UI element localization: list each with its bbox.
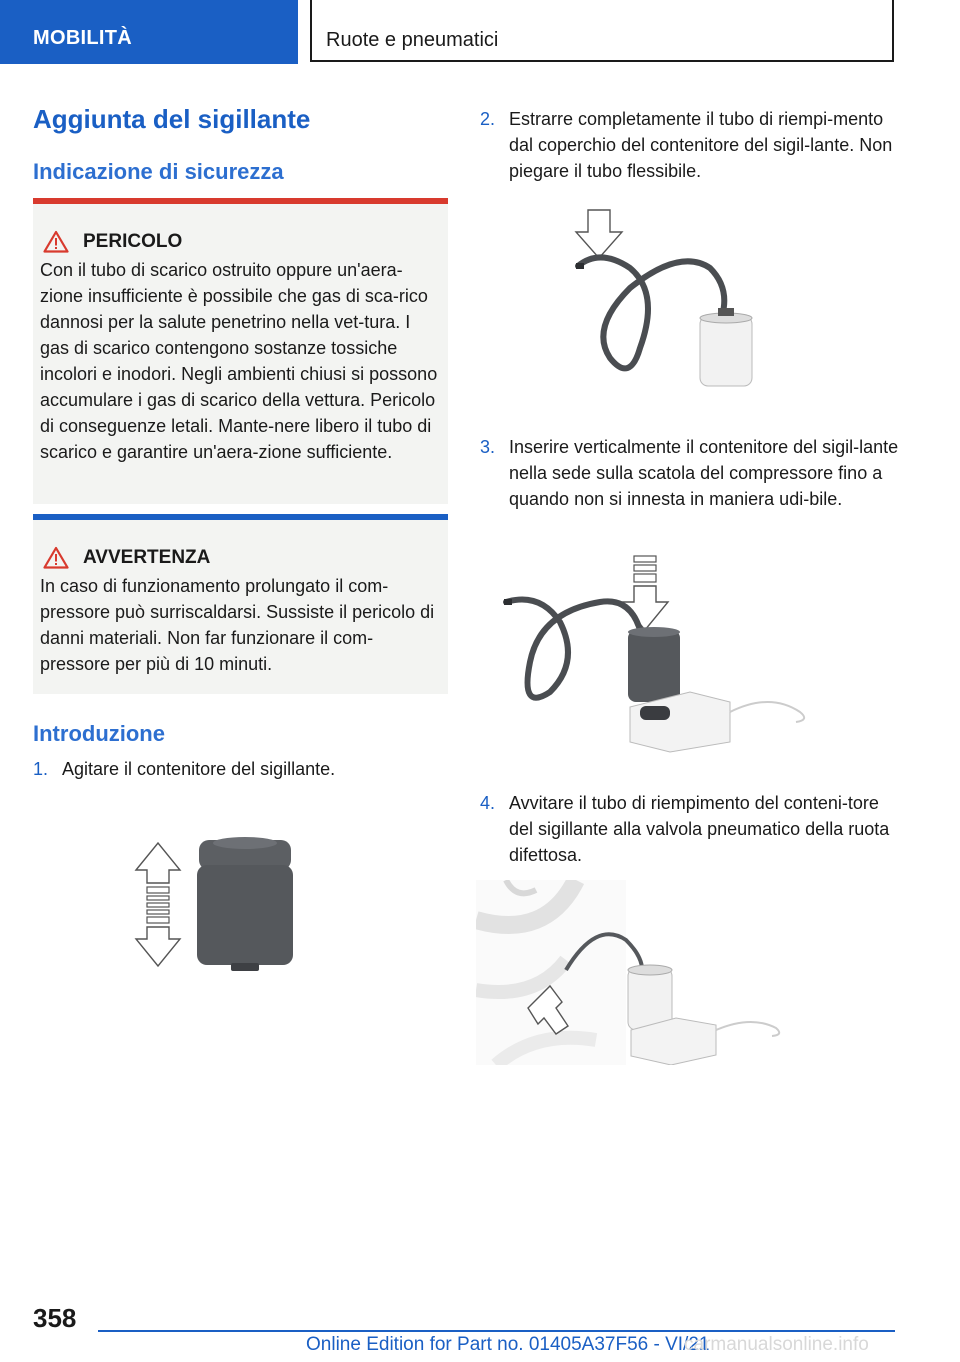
danger-text: Con il tubo di scarico ostruito oppure un'aera-zione insufficiente è possibile che gas di sca-rico dannosi per la salute penetrino nella vet-tura. I gas di scarico contengono sostanze tossiche incolori e inodori. Negli ambienti chiusi si possono accumulare i gas di scarico della vettura. Pericolo di conseguenze letali. Mante-nere libero il tubo di scarico e garantire un'aera-zione sufficiente. [40, 260, 438, 462]
edition-note: Online Edition for Part no. 01405A37F56 - VI/21 [306, 1334, 710, 1355]
step-number: 4. [480, 793, 496, 813]
section-label: MOBILITÀ [33, 27, 133, 49]
step-text: Avvitare il tubo di riempimento del conteni-tore del sigillante alla valvola pneumatico della ruota difettosa. [509, 793, 890, 865]
section-tab [0, 0, 298, 64]
chapter-tab [310, 0, 894, 62]
connect-hose-to-valve-illustration [476, 880, 786, 1065]
danger-title: PERICOLO [83, 230, 183, 252]
insert-container-illustration [500, 552, 820, 757]
step-number: 2. [480, 109, 496, 129]
step-3 [480, 434, 900, 512]
caution-text: In caso di funzionamento prolungato il com-pressore può surriscaldarsi. Sussiste il pericolo di danni materiali. Non far funzionare il com-pressore per più di 10 minuti. [40, 576, 435, 674]
step-text: Agitare il contenitore del sigillante. [62, 759, 336, 779]
caution-title: AVVERTENZA [83, 546, 211, 568]
step-4 [480, 790, 900, 868]
step-2 [480, 106, 900, 184]
warning-triangle-icon [43, 546, 69, 569]
page-title: Aggiunta del sigillante [33, 104, 311, 134]
warning-triangle-icon [43, 230, 69, 253]
danger-box [33, 198, 448, 504]
step-1 [33, 756, 448, 782]
shake-sealant-illustration [133, 835, 333, 980]
step-number: 3. [480, 437, 496, 457]
footer-rule [98, 1330, 895, 1332]
watermark: carmanualsonline.info [684, 1334, 869, 1355]
caution-box [33, 514, 448, 694]
intro-heading: Introduzione [33, 721, 165, 746]
step-text: Estrarre completamente il tubo di riempi-mento dal coperchio del contenitore del sigil-lante. Non piegare il tubo flessibile. [509, 109, 893, 181]
step-text: Inserire verticalmente il contenitore del sigil-lante nella sede sulla scatola del compressore fino a quando non si innesta in maniera udi-bile. [509, 437, 899, 509]
safety-heading: Indicazione di sicurezza [33, 159, 284, 184]
page-number: 358 [33, 1303, 77, 1333]
chapter-label: Ruote e pneumatici [326, 29, 499, 51]
hose-extraction-illustration [570, 208, 770, 398]
step-number: 1. [33, 759, 49, 779]
